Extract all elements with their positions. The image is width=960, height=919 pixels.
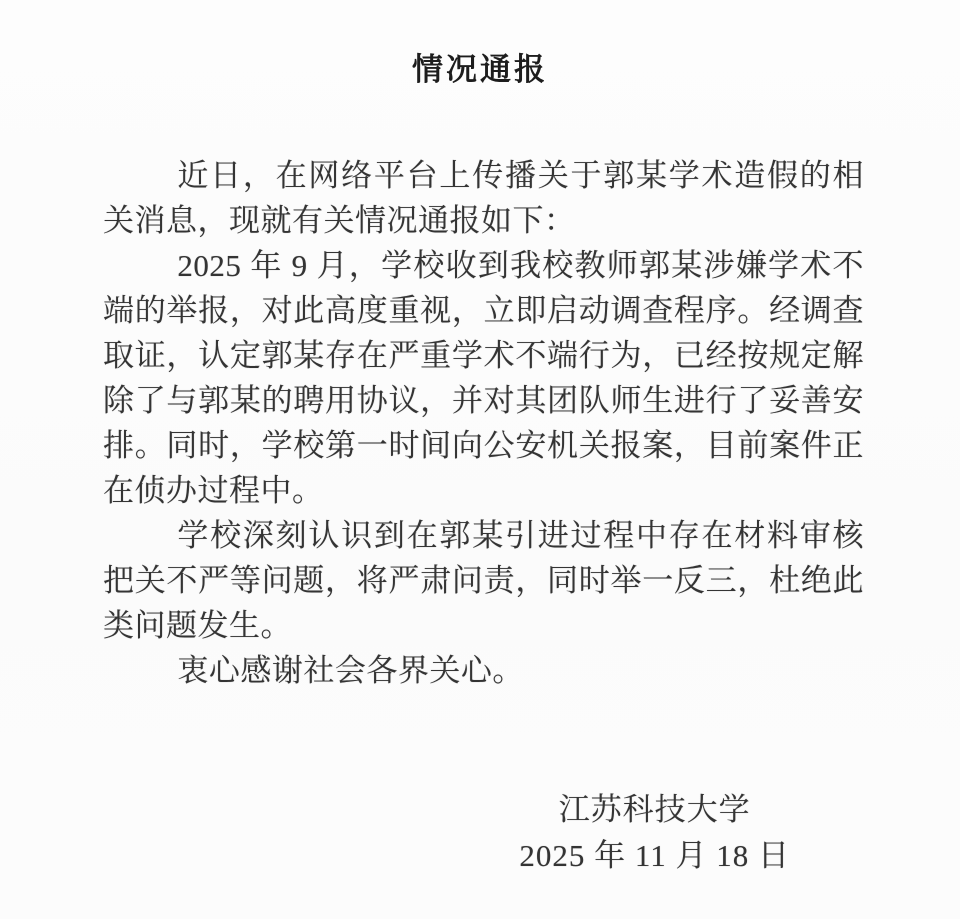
notice-paragraph-intro: 近日，在网络平台上传播关于郭某学术造假的相关消息，现就有关情况通报如下： — [103, 158, 864, 238]
notice-paragraph-investigation: 2025 年 9 月，学校收到我校教师郭某涉嫌学术不端的举报，对此高度重视，立即启动调查程序。经调查取证，认定郭某存在严重学术不端行为，已经按规定解除了与郭某的聘用协议，并对其团队师生进行了妥善安排。同时，学校第一时间向公安机关报案，目前案件正在侦办过程中。 — [103, 248, 864, 508]
notice-title: 情况通报 — [412, 52, 548, 87]
signature-date: 2025 年 11 月 18 日 — [519, 838, 790, 873]
notice-paragraph-accountability: 学校深刻认识到在郭某引进过程中存在材料审核把关不严等问题，将严肃问责，同时举一反三，杜绝此类问题发生。 — [103, 518, 864, 643]
notice-paragraph-thanks: 衷心感谢社会各界关心。 — [177, 653, 524, 688]
signature-block — [519, 787, 790, 879]
notice-body — [103, 153, 864, 693]
signature-organization: 江苏科技大学 — [558, 792, 751, 827]
